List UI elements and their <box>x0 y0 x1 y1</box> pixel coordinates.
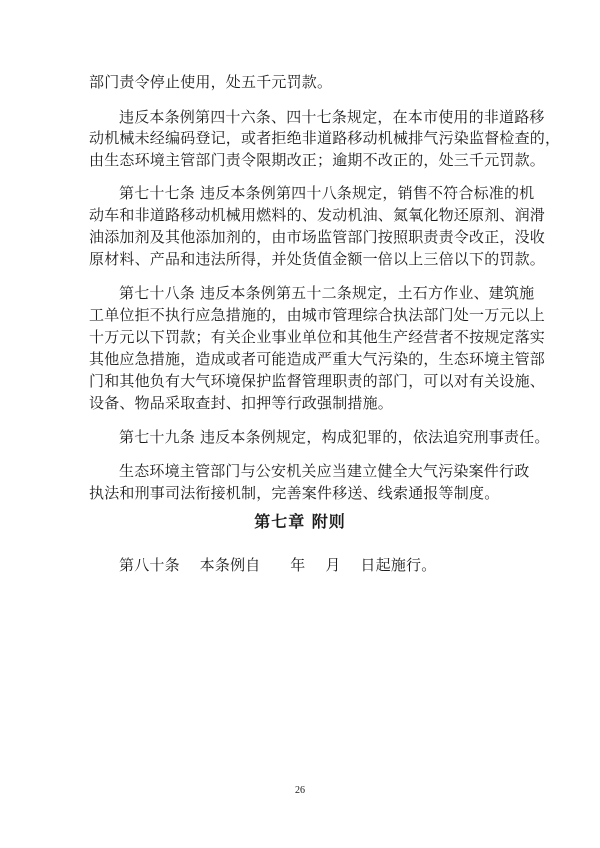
article-80-line: 第八十条 本条例自 年 月 日起施行。 <box>119 556 437 574</box>
body-text-line: 动机械未经编码登记，或者拒绝非道路移动机械排气污染监督检查的， <box>89 129 561 147</box>
body-text-line: 油添加剂及其他添加剂的，由市场监管部门按照职责责令改正，没收 <box>89 228 546 246</box>
article-78-line: 第七十八条 违反本条例第五十二条规定，土石方作业、建筑施 <box>119 284 535 302</box>
body-text-line: 动车和非道路移动机械用燃料的、发动机油、氮氧化物还原剂、润滑 <box>89 206 546 224</box>
body-text-line: 原材料、产品和违法所得，并处货值金额一倍以上三倍以下的罚款。 <box>89 250 546 268</box>
body-text-line: 其他应急措施，造成或者可能造成严重大气污染的，生态环境主管部 <box>89 350 546 368</box>
page-number: 26 <box>295 785 305 796</box>
body-text-line: 门和其他负有大气环境保护监督管理职责的部门，可以对有关设施、 <box>89 372 546 390</box>
body-text-line: 部门责令停止使用，处五千元罚款。 <box>89 73 333 91</box>
chapter-title: 第七章 附则 <box>254 512 346 531</box>
body-text-line: 十万元以下罚款；有关企业事业单位和其他生产经营者不按规定落实 <box>89 328 546 346</box>
body-text-line: 生态环境主管部门与公安机关应当建立健全大气污染案件行政 <box>119 462 530 480</box>
body-text-line: 执法和刑事司法衔接机制，完善案件移送、线索通报等制度。 <box>89 484 500 502</box>
body-text-line: 违反本条例第四十六条、四十七条规定，在本市使用的非道路移 <box>119 108 545 126</box>
article-77-line: 第七十七条 违反本条例第四十八条规定，销售不符合标准的机 <box>119 184 535 202</box>
body-text-line: 设备、物品采取查封、扣押等行政强制措施。 <box>89 394 394 412</box>
body-text-line: 工单位拒不执行应急措施的，由城市管理综合执法部门处一万元以上 <box>89 306 546 324</box>
body-text-line: 由生态环境主管部门责令限期改正；逾期不改正的，处三千元罚款。 <box>89 151 546 169</box>
article-79-line: 第七十九条 违反本条例规定，构成犯罪的，依法追究刑事责任。 <box>119 428 550 446</box>
